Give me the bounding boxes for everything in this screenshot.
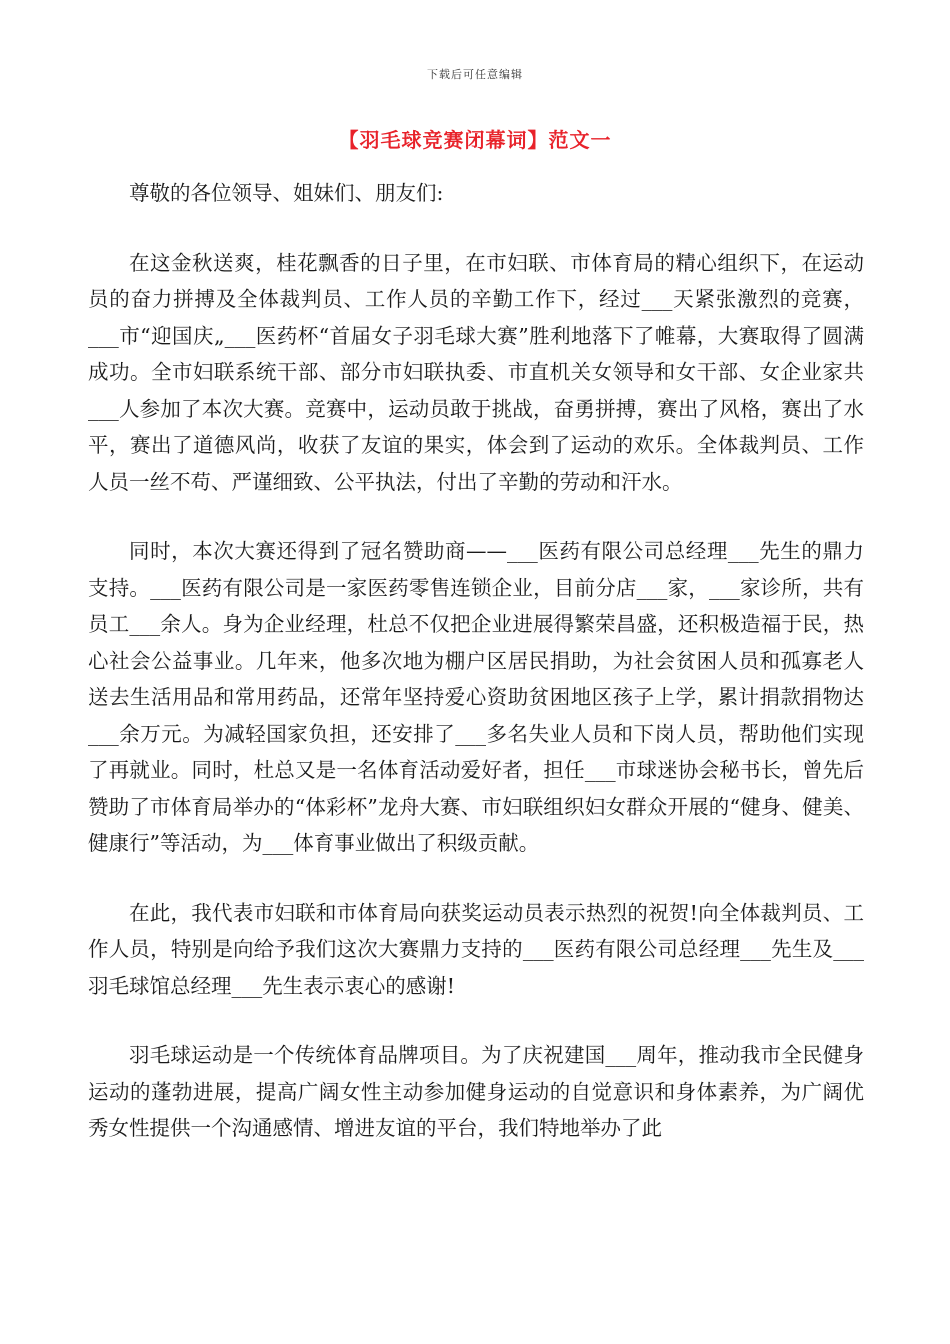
paragraph-1: 在这金秋送爽，桂花飘香的日子里，在市妇联、市体育局的精心组织下，在运动员的奋力拼搏及全体裁判员、工作人员的辛勤工作下，经过___天紧张激烈的竞赛，___市“迎国庆„___医药杯“首届女子羽毛球大赛”胜利地落下了帷幕，大赛取得了圆满成功。全市妇联系统干部、部分市妇联执委、市直机关女领导和女干部、女企业家共___人参加了本次大赛。竞赛中，运动员敢于挑战，奋勇拼搏，赛出了风格，赛出了水平，赛出了道德风尚，收获了友谊的果实，体会到了运动的欢乐。全体裁判员、工作人员一丝不苟、严谨细致、公平执法，付出了辛勤的劳动和汗水。 — [88, 250, 864, 494]
paragraph-2: 同时，本次大赛还得到了冠名赞助商——___医药有限公司总经理___先生的鼎力支持。___医药有限公司是一家医药零售连锁企业，目前分店___家，___家诊所，共有员工___余人。身为企业经理，杜总不仅把企业进展得繁荣昌盛，还积极造福于民，热心社会公益事业。几年来，他多次地为棚户区居民捐助，为社会贫困人员和孤寡老人送去生活用品和常用药品，还常年坚持爱心资助贫困地区孩子上学，累计捐款捐物达___余万元。为减轻国家负担，还安排了___多名失业人员和下岗人员，帮助他们实现了再就业。同时，杜总又是一名体育活动爱好者，担任___市球迷协会秘书长，曾先后赞助了市体育局举办的“体彩杯”龙舟大赛、市妇联组织妇女群众开展的“健身、健美、健康行”等活动，为___体育事业做出了积级贡献。 — [88, 539, 864, 855]
paragraph-4: 羽毛球运动是一个传统体育品牌项目。为了庆祝建国___周年，推动我市全民健身运动的蓬勃进展，提高广阔女性主动参加健身运动的自觉意识和身体素养，为广阔优秀女性提供一个沟通感情、增进友谊的平台，我们特地举办了此 — [88, 1043, 864, 1140]
document-body — [88, 175, 864, 1180]
paragraph-3: 在此，我代表市妇联和市体育局向获奖运动员表示热烈的祝贺!向全体裁判员、工作人员，特别是向给予我们这次大赛鼎力支持的___医药有限公司总经理___先生及___羽毛球馆总经理___先生表示衷心的感谢! — [88, 900, 864, 998]
header-note: 下载后可任意编辑 — [427, 68, 523, 81]
salutation: 尊敬的各位领导、姐妹们、朋友们: — [129, 181, 444, 205]
document-title: 【羽毛球竞赛闭幕词】范文一 — [338, 128, 612, 152]
